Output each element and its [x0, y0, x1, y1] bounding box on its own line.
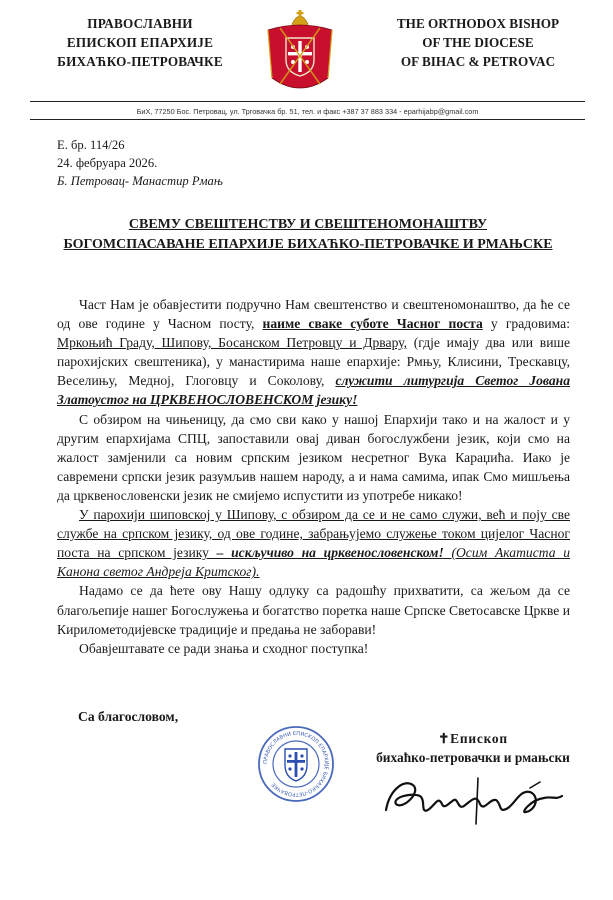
text-run: – искључиво на црквенословенском! [208, 545, 444, 561]
letter-date: 24. фебруара 2026. [57, 156, 158, 170]
paragraph: Обавјештавате се ради знања и сходног поступка! [79, 640, 369, 656]
title-line: СВЕМУ СВЕШТЕНСТВУ И СВЕШТЕНОМОНАШТВУ [128, 217, 488, 232]
closing-salutation: Са благословом, [78, 709, 179, 724]
header-right-line: OF BIHAC & PETROVAC [400, 54, 556, 69]
header-divider [30, 101, 585, 102]
header-right-line: OF THE DIOCESE [422, 35, 534, 50]
signatory-title: ✝Епископ [438, 731, 508, 746]
header-left-line: ПРАВОСЛАВНИ [87, 16, 193, 31]
title-line: БОГОМСПАСАВАНЕ ЕПАРХИЈЕ БИХАЋКО-ПЕТРОВАЧКЕ И РМАЊСКЕ [63, 237, 553, 252]
signatory-block [358, 729, 588, 767]
text-run: Част Нам је обавјестити подручно Нам свештенство и свештеномонаштво, да ће се од ове године у Часном посту, [57, 297, 570, 332]
text-run: (Осим Акатиста и Канона светог Андреја Критског). [57, 545, 571, 580]
paragraph: С обзиром на чињеницу, да смо сви како у нашој Епархији тако и на жалост и у другим епархијама СПЦ, запоставили овај диван богослужбени језик, који смо на жалост замјенили са новим српским језиком несретног Вука Караџића. Иако је савремени српски језик разумљив нашем народу, а и нама самима, ипак Смо мишљења да црквенословенски језик не смијемо испустити из употребе никако! [57, 411, 570, 503]
paragraph [57, 295, 570, 410]
reference-number: Е. бр. 114/26 [57, 138, 125, 152]
header-divider [30, 119, 585, 120]
header-right [362, 14, 594, 71]
letter-meta [57, 136, 223, 190]
text-run: наиме сваке суботе Часног поста [262, 316, 483, 332]
letter-body [57, 295, 570, 658]
header-left-line: ЕПИСКОП ЕПАРХИЈЕ [66, 35, 214, 50]
text-run: у градовима: [482, 316, 570, 332]
header-left [40, 14, 240, 71]
text-run: Мркоњић Граду, Шипову, Босанском Петровцу и Дрвару, [57, 335, 408, 351]
header-address: БиХ, 77250 Бос. Петровац, ул. Трговачка бр. 51, тел. и факс +387 37 883 334 - eparhijabp@gmail.com [136, 107, 479, 116]
text-run: (гдје имају два или више парохијских свештеника), у манастирима наше епархије: Рмњу, Клисини, Трескавцу, Веселињу, Медној, Глоговцу и Соколову, [57, 335, 570, 389]
handwritten-signature-icon [380, 770, 570, 828]
letter-place: Б. Петровац- Манастир Рмањ [57, 174, 223, 188]
letter-title [30, 215, 586, 255]
header-left-line: БИХАЋКО-ПЕТРОВАЧКЕ [57, 54, 223, 69]
seal-text: ПРАВОСЛАВНИ ЕПИСКОП ЕПАРХИЈЕ БИХАЋКО-ПЕТРОВАЧКЕ [262, 730, 330, 798]
coat-of-arms-icon [262, 8, 338, 94]
text-run: служити литургија Светог Јована Златоустог на ЦРКВЕНОСЛОВЕНСКОМ језику! [57, 373, 571, 408]
signatory-subtitle: бихаћко-петровачки и рмањски [376, 750, 570, 765]
text-run: У парохији шиповској у Шипову, с обзиром да се и не само служи, већ и поју све службе на српском језику, од ове године, забрањујемо служење током цијелог Часног поста на српском језику [57, 507, 570, 561]
paragraph [57, 505, 570, 581]
paragraph: Надамо се да ћете ову Нашу одлуку са радошћу прихватити, са жељом да се благољепије нашег Богослужења и богатство поретка наше Српске Светосавске Цркве и Кирилометодијевске традиције и предања не заборави! [57, 583, 570, 637]
header-right-line: THE ORTHODOX BISHOP [396, 16, 560, 31]
stamp-seal-icon [257, 725, 335, 803]
